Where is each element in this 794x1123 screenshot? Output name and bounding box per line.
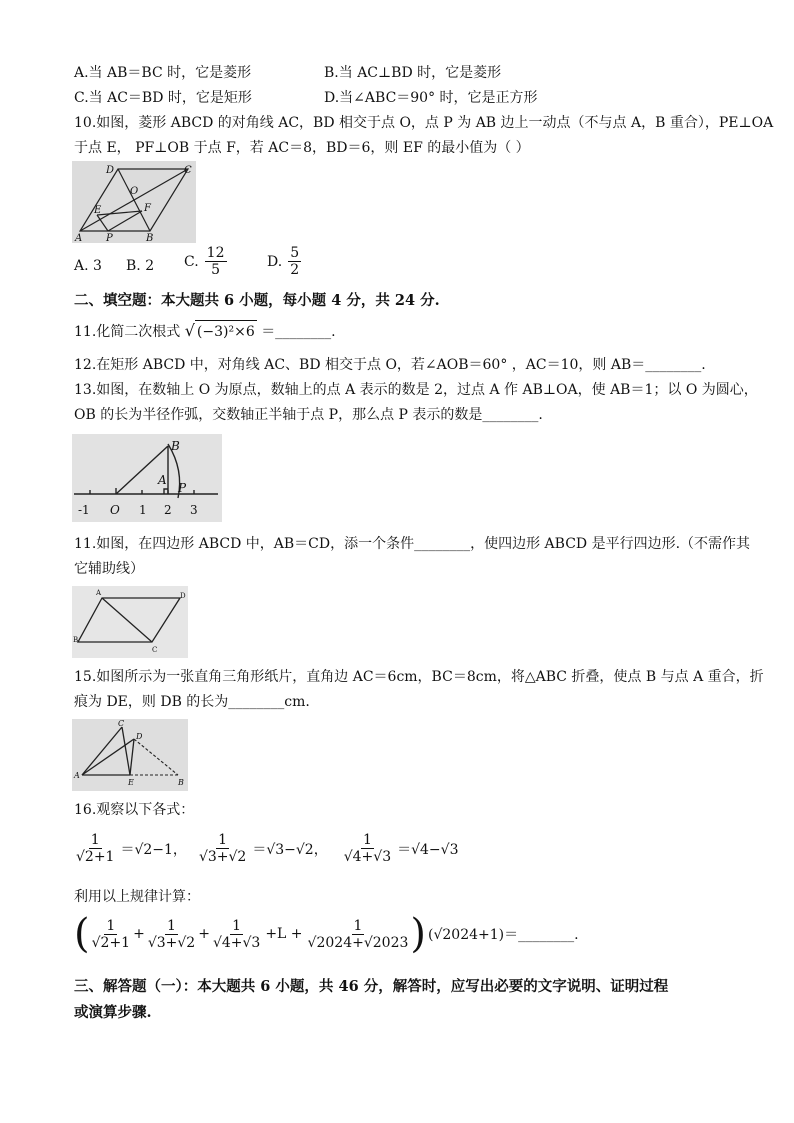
q13-text-line2: OB 的长为半径作弧，交数轴正半轴于点 P，那么点 P 表示的数是________. [74,407,543,423]
q16-term4-numerator: 1 [353,917,363,934]
q14-fig-label-a: A [96,589,102,597]
q10-fig-label-f: F [144,203,151,214]
q16-observed-equations [74,832,459,865]
q16-term1-denominator: √2+1 [91,934,131,951]
q10-option-d-denominator: 2 [290,262,300,278]
q13-fig-label-o: O [110,503,120,517]
q13-fig-label-2: 2 [164,503,172,517]
q14-figure-quadrilateral [72,586,188,658]
section-3-heading-line2: 或演算步骤. [74,1004,152,1021]
q11-prefix: 11.化简二次根式 [74,324,181,340]
section-2-heading: 二、填空题：本大题共 6 小题，每小题 4 分，共 24 分. [74,292,440,309]
q11-suffix: ＝________. [261,324,336,340]
q14-fig-label-d: D [180,592,186,600]
q15-fig-label-a: A [74,771,80,780]
q10-option-b: B. 2 [126,258,155,274]
q10-text-line1: 10.如图，菱形 ABCD 的对角线 AC，BD 相交于点 O，点 P 为 AB 边上一动点（不与点 A，B 重合），PE⊥OA [74,115,774,131]
q10-fig-label-o: O [130,186,139,197]
q16-term1-fraction [90,918,132,951]
q13-fig-label-p: P [178,481,187,495]
q16-eq2-fraction [197,832,248,865]
q15-figure-triangle [72,719,188,791]
q16-term2-denominator: √3+√2 [147,934,196,951]
q10-option-d-numerator: 5 [290,245,300,261]
q10-fig-label-b: B [146,233,154,243]
right-paren-icon: ) [410,911,426,957]
q10-fig-label-a: A [75,233,83,243]
q16-eq1-rhs: ＝√2−1， [120,841,187,858]
q16-eq2-denominator: √3+√2 [198,849,247,865]
q14-text-line1: 11.如图，在四边形 ABCD 中，AB＝CD，添一个条件________，使四边形 ABCD 是平行四边形.（不需作其 [74,536,751,552]
q10-option-c-numerator: 12 [206,245,225,261]
plus-sign-icon: + [133,926,145,942]
q16-term2-fraction [146,918,197,951]
q16-term4-fraction [306,918,411,951]
q16-term3-denominator: √4+√3 [212,934,261,951]
q15-text-line2: 痕为 DE，则 DB 的长为________cm. [74,694,310,710]
q13-figure-number-line [72,434,222,522]
q10-fig-label-e: E [94,205,102,216]
q16-ellipsis: +L + [265,926,303,942]
q15-fig-label-d: D [136,732,143,741]
q15-fig-label-c: C [118,719,125,728]
q14-fig-label-b: B [73,636,79,644]
q16-eq1-fraction [74,832,116,865]
q10-option-c-label: C. [184,253,199,270]
q9-option-d: D.当∠ABC＝90° 时，它是正方形 [324,90,538,106]
q9-option-c: C.当 AC＝BD 时，它是矩形 [74,90,252,106]
q16-eq2-rhs: ＝√3−√2， [252,841,328,858]
q14-text-line2: 它辅助线） [74,561,144,577]
q16-term3-fraction [211,918,262,951]
q10-option-c [184,245,227,278]
plus-sign-icon: + [198,926,210,942]
q13-fig-label-minus1: -1 [78,503,90,517]
q16-eq3-rhs: ＝√4−√3 [397,841,459,858]
radical-sign-icon: √ [184,321,195,340]
q16-text-line1: 16.观察以下各式： [74,802,195,818]
q13-fig-label-b: B [171,439,180,453]
q13-text-line1: 13.如图，在数轴上 O 为原点，数轴上的点 A 表示的数是 2，过点 A 作 AB⊥OA，使 AB＝1；以 O 为圆心， [74,382,758,398]
q13-fig-label-3: 3 [190,503,198,517]
q11 [74,320,336,343]
q10-fig-label-p: P [106,233,113,243]
q9-option-a: A.当 AB＝BC 时，它是菱形 [74,65,252,81]
q10-option-c-denominator: 5 [211,262,221,278]
q13-fig-label-a: A [158,473,167,487]
q16-expression [74,911,579,957]
q14-fig-label-c: C [152,646,158,654]
q9-option-b: B.当 AC⊥BD 时，它是菱形 [324,65,502,81]
q15-fig-label-e: E [128,778,134,787]
section-3-heading-line1: 三、解答题（一）：本大题共 6 小题，共 46 分，解答时，应写出必要的文字说明、证明过程 [74,978,669,995]
q10-option-d-fraction [288,245,301,278]
q12-text: 12.在矩形 ABCD 中，对角线 AC、BD 相交于点 O，若∠AOB＝60° ，AC＝10，则 AB＝________. [74,357,706,373]
q16-eq1-numerator: 1 [90,832,100,848]
q16-term2-numerator: 1 [167,917,176,934]
q10-fig-label-c: C [184,165,192,176]
q10-text-line2: 于点 E， PF⊥OB 于点 F，若 AC＝8，BD＝6，则 EF 的最小值为（ ） [74,140,530,156]
left-paren-icon: ( [74,911,90,957]
q15-text-line1: 15.如图所示为一张直角三角形纸片，直角边 AC＝6cm，BC＝8cm，将△ABC 折叠，使点 B 与点 A 重合，折 [74,669,764,685]
q16-eq3-fraction [342,832,393,865]
q16-term3-numerator: 1 [232,917,242,934]
q16-eq3-denominator: √4+√3 [343,849,392,865]
q10-option-a: A. 3 [74,258,102,274]
q16-tail: (√2024+1)＝________. [428,927,579,943]
q16-text-line2: 利用以上规律计算： [74,889,200,905]
q16-eq2-numerator: 1 [218,832,228,848]
q10-option-d-label: D. [267,253,283,270]
q11-radicand: (−3)²×6 [195,320,257,343]
q13-fig-label-1: 1 [139,503,147,517]
q16-eq3-numerator: 1 [362,832,372,848]
q16-term4-denominator: √2024+√2023 [307,934,409,951]
q10-figure-rhombus [72,161,196,243]
q15-fig-label-b: B [178,778,184,787]
q10-fig-label-d: D [106,165,115,176]
q16-term1-numerator: 1 [106,917,116,934]
q16-eq1-denominator: √2+1 [76,849,115,865]
q10-option-d [267,245,301,278]
q10-option-c-fraction [205,245,227,278]
